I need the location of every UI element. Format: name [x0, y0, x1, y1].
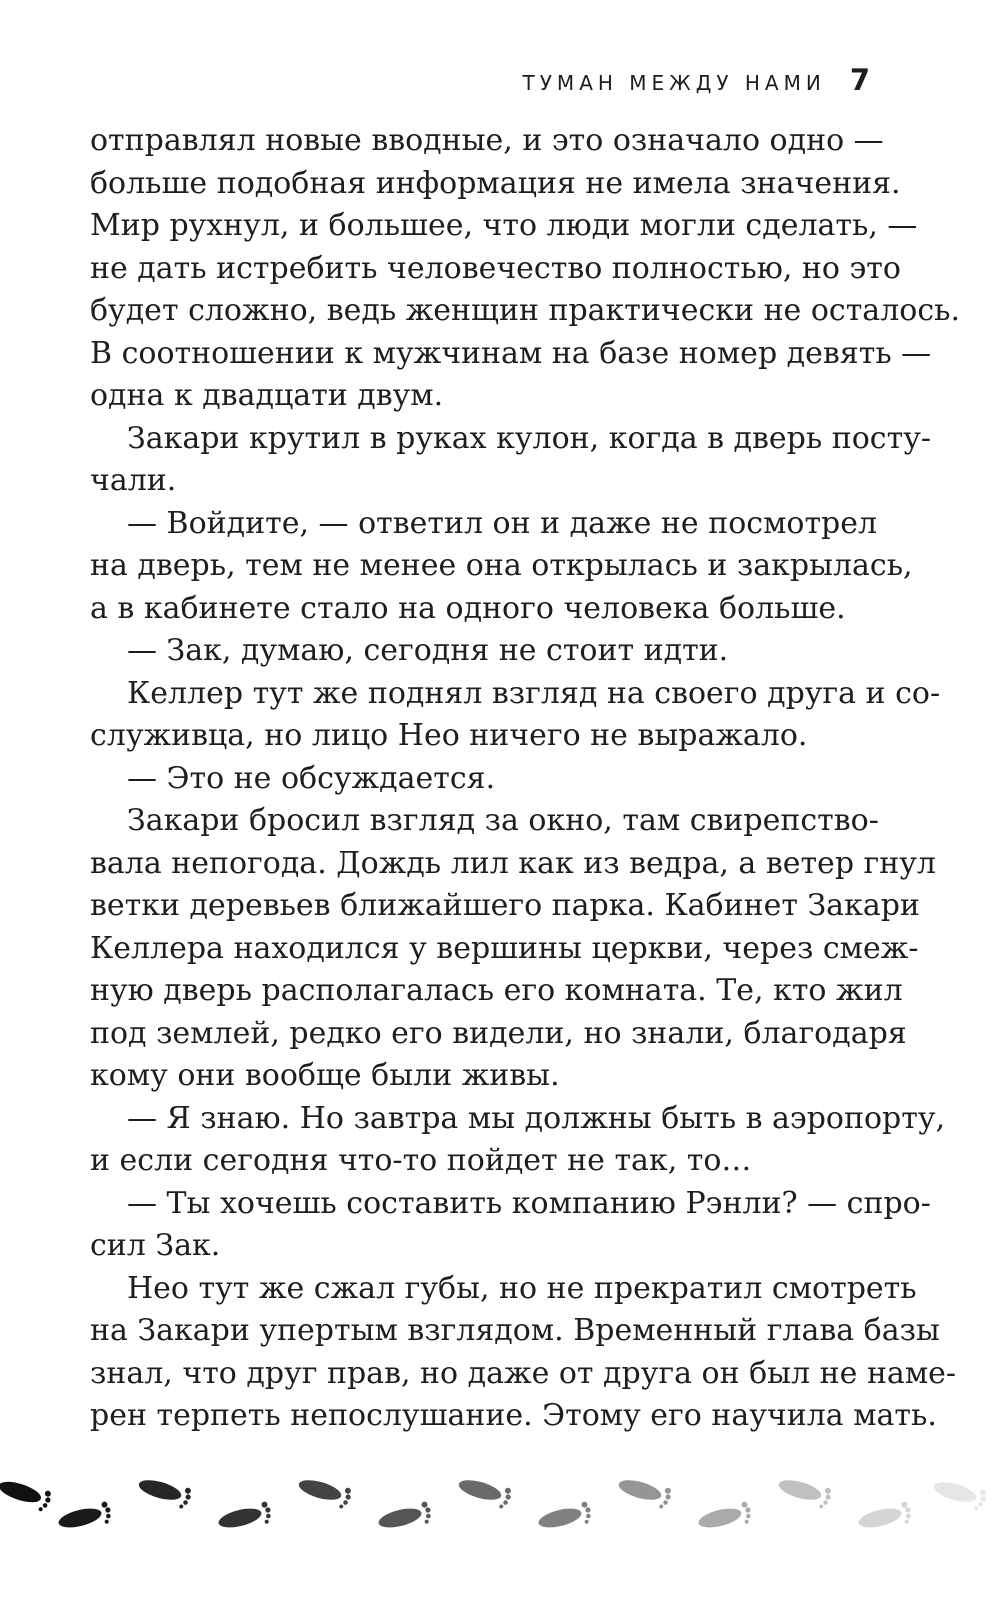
- footprint: [56, 1501, 113, 1535]
- footprints-icon: [0, 1462, 1000, 1542]
- footprint: [776, 1474, 834, 1510]
- footprint: [616, 1474, 674, 1510]
- page-header: [523, 63, 870, 97]
- text-line: — Ты хочешь составить компанию Рэнли? — спро-: [127, 1185, 931, 1221]
- text-line: на Закари упертым взглядом. Временный глава базы: [90, 1313, 940, 1348]
- text-line: Келлера находился у вершины церкви, через смеж-: [90, 930, 919, 966]
- text-line: одна к двадцати двум.: [90, 378, 444, 413]
- text-line: В соотношении к мужчинам на базе номер девять —: [90, 335, 932, 371]
- running-title: ТУМАН МЕЖДУ НАМИ: [522, 71, 826, 95]
- footprint: [0, 1476, 53, 1513]
- footprint: [456, 1474, 514, 1510]
- text-line: вала непогода. Дождь лил как из ведра, а ветер гнул: [90, 845, 936, 881]
- footprint: [216, 1501, 273, 1535]
- footprint: [931, 1476, 989, 1512]
- text-line: ветки деревьев ближайшего парка. Кабинет Закари: [90, 888, 920, 923]
- text-line: рен терпеть непослушание. Этому его научила мать.: [90, 1398, 937, 1433]
- text-line: не дать истребить человечество полностью, но это: [90, 250, 901, 286]
- text-line: под землей, редко его видели, но знали, благодаря: [90, 1015, 907, 1051]
- footprint: [696, 1501, 753, 1535]
- text-line: знал, что друг прав, но даже от друга он был не наме-: [90, 1355, 957, 1391]
- text-line: — Я знаю. Но завтра мы должны быть в аэропорту,: [127, 1100, 946, 1136]
- text-line: Келлер тут же поднял взгляд на своего друга и со-: [127, 675, 941, 711]
- footprint: [856, 1501, 913, 1535]
- text-line: Мир рухнул, и большее, что люди могли сделать, —: [90, 208, 918, 243]
- footprint: [376, 1501, 433, 1535]
- page-number: 7: [849, 63, 870, 97]
- text-line: и если сегодня что-то пойдет не так, то…: [90, 1143, 752, 1178]
- text-line: — Войдите, — ответил он и даже не посмотрел: [127, 505, 878, 541]
- text-line: кому они вообще были живы.: [90, 1058, 560, 1093]
- text-line: чали.: [90, 463, 177, 498]
- text-line: Закари крутил в руках кулон, когда в дверь посту-: [127, 420, 931, 456]
- footprint: [536, 1501, 593, 1535]
- text-line: Нео тут же сжал губы, но не прекратил смотреть: [127, 1270, 917, 1306]
- footprints-ornament: [0, 1462, 1000, 1542]
- text-line: отправлял новые вводные, и это означало одно —: [90, 123, 884, 158]
- text-line: а в кабинете стало на одного человека больше.: [90, 590, 846, 626]
- text-line: будет сложно, ведь женщин практически не осталось.: [90, 293, 960, 328]
- text-line: больше подобная информация не имела значения.: [90, 165, 901, 201]
- footprint: [296, 1474, 354, 1510]
- footprint: [136, 1474, 194, 1510]
- text-line: — Это не обсуждается.: [127, 760, 496, 796]
- body-text: [90, 120, 960, 1438]
- text-line: Закари бросил взгляд за окно, там свирепство-: [127, 803, 879, 838]
- text-line: служивца, но лицо Нео ничего не выражало.: [90, 718, 808, 753]
- text-line: сил Зак.: [90, 1228, 221, 1263]
- text-line: ную дверь располагалась его комната. Те, кто жил: [90, 973, 903, 1008]
- text-line: на дверь, тем не менее она открылась и закрылась,: [90, 548, 913, 583]
- text-line: — Зак, думаю, сегодня не стоит идти.: [127, 633, 729, 668]
